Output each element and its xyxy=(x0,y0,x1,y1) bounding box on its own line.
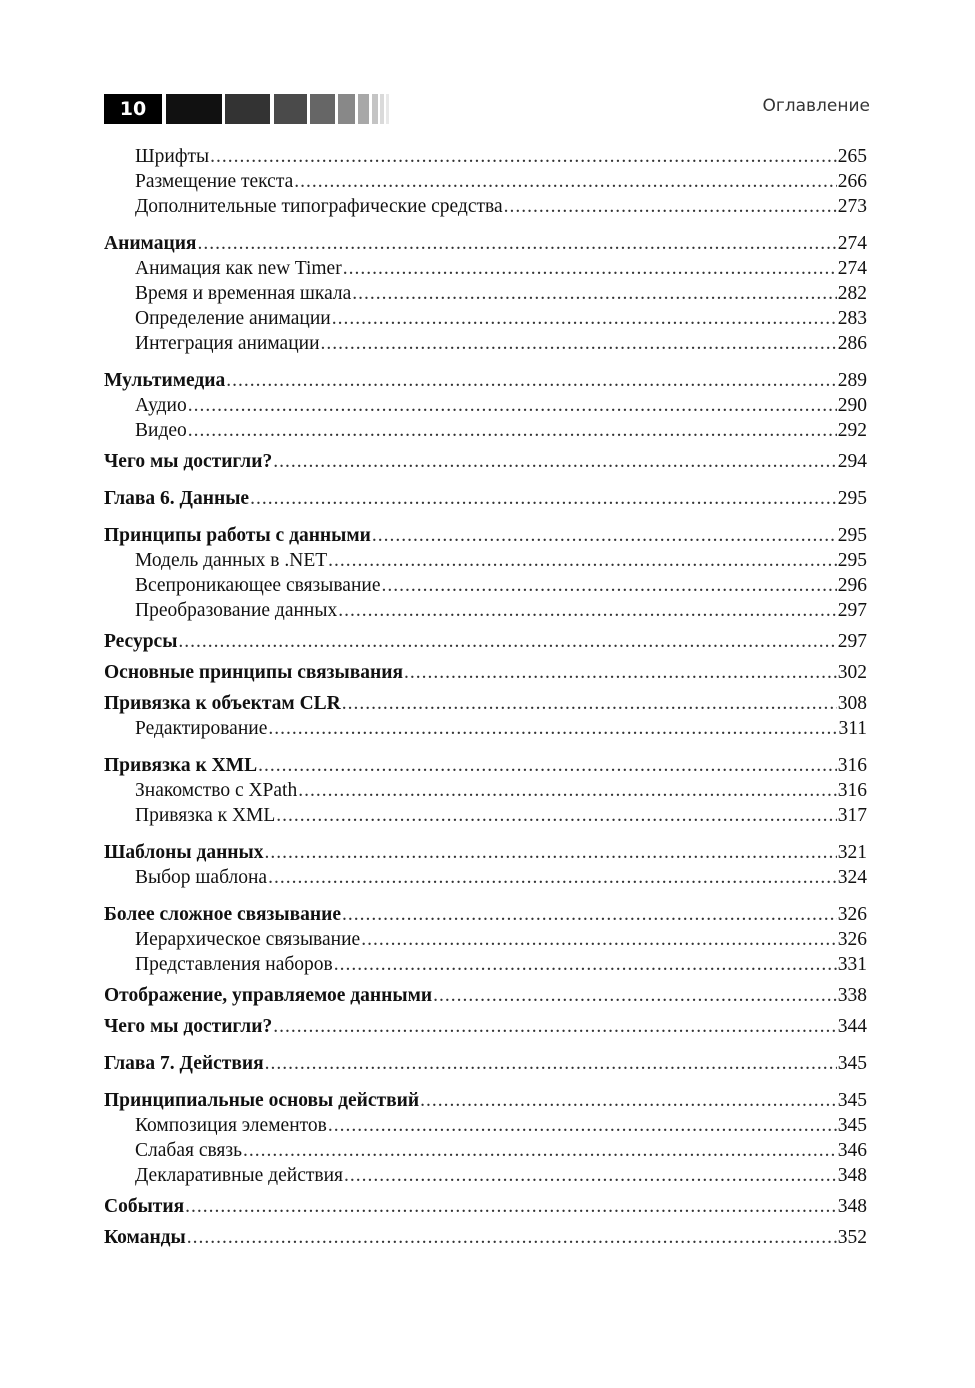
toc-entry-page: 346 xyxy=(837,1140,867,1161)
toc-section[interactable] xyxy=(104,1016,867,1041)
toc-entry-page: 296 xyxy=(837,575,867,596)
header-bar-5 xyxy=(338,94,355,124)
toc-entry[interactable] xyxy=(104,929,867,954)
toc-section[interactable] xyxy=(104,904,867,929)
toc-section[interactable] xyxy=(104,662,867,687)
dot-leader xyxy=(338,600,837,622)
dot-leader xyxy=(276,805,836,827)
toc-entry-title: Анимация как new Timer xyxy=(135,258,342,279)
toc-section-title: Принципы работы с данными xyxy=(104,525,371,546)
toc-entry-page: 316 xyxy=(837,780,867,801)
toc-entry[interactable] xyxy=(104,575,867,600)
dot-leader xyxy=(188,420,837,442)
toc-entry[interactable] xyxy=(104,258,867,283)
toc-entry-title: Аудио xyxy=(135,395,187,416)
dot-leader xyxy=(420,1090,837,1112)
toc-entry-title: Композиция элементов xyxy=(135,1115,327,1136)
toc-entry-title: Время и временная шкала xyxy=(135,283,352,304)
toc-entry[interactable] xyxy=(104,954,867,979)
dot-leader xyxy=(178,631,836,653)
toc-entry-page: 290 xyxy=(837,395,867,416)
toc-section-page: 348 xyxy=(837,1196,867,1217)
toc-chapter-page: 345 xyxy=(837,1053,867,1074)
toc-section[interactable] xyxy=(104,631,867,656)
toc-section-page: 338 xyxy=(837,985,867,1006)
toc-entry[interactable] xyxy=(104,600,867,625)
toc-entry[interactable] xyxy=(104,867,867,892)
dot-leader xyxy=(342,904,837,926)
toc-section[interactable] xyxy=(104,1090,867,1115)
toc-entry[interactable] xyxy=(104,333,867,358)
table-of-contents xyxy=(104,146,867,1252)
dot-leader xyxy=(328,550,837,572)
toc-entry-page: 286 xyxy=(837,333,867,354)
toc-entry[interactable] xyxy=(104,171,867,196)
toc-entry[interactable] xyxy=(104,1140,867,1165)
dot-leader xyxy=(352,283,836,305)
header-bar-2 xyxy=(225,94,270,124)
toc-entry[interactable] xyxy=(104,718,867,743)
dot-leader xyxy=(185,1196,837,1218)
toc-section-title: События xyxy=(104,1196,185,1217)
toc-chapter[interactable] xyxy=(104,488,867,513)
toc-entry-page: 324 xyxy=(837,867,867,888)
dot-leader xyxy=(265,842,837,864)
header-bar-7 xyxy=(372,94,378,124)
toc-section-page: 308 xyxy=(837,693,867,714)
toc-entry-title: Преобразование данных xyxy=(135,600,338,621)
dot-leader xyxy=(197,233,836,255)
header-bar-6 xyxy=(358,94,369,124)
toc-entry[interactable] xyxy=(104,146,867,171)
toc-entry[interactable] xyxy=(104,308,867,333)
toc-chapter-title: Глава 6. Данные xyxy=(104,488,250,509)
toc-entry-title: Видео xyxy=(135,420,187,441)
toc-entry-page: 273 xyxy=(837,196,867,217)
toc-section-page: 316 xyxy=(837,755,867,776)
toc-section[interactable] xyxy=(104,693,867,718)
toc-entry-title: Редактирование xyxy=(135,718,268,739)
toc-entry-title: Привязка к XML xyxy=(135,805,276,826)
toc-section-page: 294 xyxy=(837,451,867,472)
toc-section[interactable] xyxy=(104,755,867,780)
dot-leader xyxy=(332,308,837,330)
toc-section[interactable] xyxy=(104,1227,867,1252)
dot-leader xyxy=(342,693,837,715)
toc-section[interactable] xyxy=(104,985,867,1010)
dot-leader xyxy=(372,525,837,547)
toc-entry-title: Знакомство с XPath xyxy=(135,780,298,801)
toc-section-page: 326 xyxy=(837,904,867,925)
toc-entry-page: 345 xyxy=(837,1115,867,1136)
toc-section-page: 345 xyxy=(837,1090,867,1111)
header-bar-1 xyxy=(166,94,222,124)
toc-section-title: Более сложное связывание xyxy=(104,904,341,925)
page-number: 10 xyxy=(104,94,162,124)
header-bar-4 xyxy=(310,94,335,124)
toc-section-title: Анимация xyxy=(104,233,197,254)
toc-entry-title: Всепроникающее связывание xyxy=(135,575,381,596)
dot-leader xyxy=(361,929,837,951)
toc-chapter-page: 295 xyxy=(837,488,867,509)
dot-leader xyxy=(258,755,837,777)
toc-entry[interactable] xyxy=(104,283,867,308)
toc-entry-page: 283 xyxy=(837,308,867,329)
toc-entry[interactable] xyxy=(104,1165,867,1190)
dot-leader xyxy=(226,370,836,392)
header-bar-9 xyxy=(386,94,389,124)
toc-entry-page: 297 xyxy=(837,600,867,621)
toc-entry[interactable] xyxy=(104,780,867,805)
toc-section-page: 297 xyxy=(837,631,867,652)
toc-section[interactable] xyxy=(104,525,867,550)
toc-entry[interactable] xyxy=(104,196,867,221)
toc-entry-title: Декларативные действия xyxy=(135,1165,343,1186)
dot-leader xyxy=(210,146,837,168)
toc-section-title: Шаблоны данных xyxy=(104,842,264,863)
toc-entry-title: Модель данных в .NET xyxy=(135,550,328,571)
toc-section[interactable] xyxy=(104,233,867,258)
toc-chapter-title: Глава 7. Действия xyxy=(104,1053,264,1074)
dot-leader xyxy=(298,780,837,802)
section-title: Оглавление xyxy=(762,96,870,116)
dot-leader xyxy=(268,718,837,740)
toc-entry[interactable] xyxy=(104,395,867,420)
header-bar-8 xyxy=(380,94,384,124)
toc-section[interactable] xyxy=(104,1196,867,1221)
dot-leader xyxy=(243,1140,837,1162)
toc-entry[interactable] xyxy=(104,1115,867,1140)
toc-entry-title: Дополнительные типографические средства xyxy=(135,196,503,217)
dot-leader xyxy=(294,171,837,193)
dot-leader xyxy=(265,1053,837,1075)
toc-entry-page: 331 xyxy=(837,954,867,975)
toc-entry-title: Слабая связь xyxy=(135,1140,242,1161)
dot-leader xyxy=(273,451,837,473)
toc-section[interactable] xyxy=(104,451,867,476)
dot-leader xyxy=(268,867,837,889)
toc-section-title: Основные принципы связывания xyxy=(104,662,404,683)
toc-section-title: Мультимедиа xyxy=(104,370,226,391)
dot-leader xyxy=(187,1227,837,1249)
dot-leader xyxy=(188,395,837,417)
toc-entry-page: 266 xyxy=(837,171,867,192)
dot-leader xyxy=(321,333,837,355)
toc-entry-page: 317 xyxy=(837,805,867,826)
toc-section-page: 302 xyxy=(837,662,867,683)
toc-entry-title: Определение анимации xyxy=(135,308,331,329)
toc-section-page: 321 xyxy=(837,842,867,863)
toc-entry[interactable] xyxy=(104,805,867,830)
toc-entry-page: 274 xyxy=(837,258,867,279)
dot-leader xyxy=(273,1016,837,1038)
toc-section-page: 352 xyxy=(837,1227,867,1248)
toc-section[interactable] xyxy=(104,370,867,395)
dot-leader xyxy=(404,662,837,684)
toc-entry-page: 295 xyxy=(837,550,867,571)
toc-entry-title: Интеграция анимации xyxy=(135,333,320,354)
toc-section-title: Команды xyxy=(104,1227,186,1248)
toc-entry-title: Шрифты xyxy=(135,146,210,167)
toc-entry-page: 348 xyxy=(837,1165,867,1186)
toc-entry-title: Выбор шаблона xyxy=(135,867,268,888)
toc-section-title: Принципиальные основы действий xyxy=(104,1090,420,1111)
toc-section-page: 295 xyxy=(837,525,867,546)
toc-entry-title: Представления наборов xyxy=(135,954,333,975)
toc-section-page: 274 xyxy=(837,233,867,254)
toc-section[interactable] xyxy=(104,842,867,867)
toc-entry-page: 326 xyxy=(837,929,867,950)
dot-leader xyxy=(381,575,836,597)
dot-leader xyxy=(328,1115,837,1137)
dot-leader xyxy=(334,954,837,976)
toc-entry[interactable] xyxy=(104,420,867,445)
toc-section-title: Привязка к объектам CLR xyxy=(104,693,341,714)
page-header xyxy=(104,94,870,124)
toc-entry[interactable] xyxy=(104,550,867,575)
toc-section-title: Ресурсы xyxy=(104,631,178,652)
toc-section-title: Привязка к XML xyxy=(104,755,258,776)
dot-leader xyxy=(433,985,837,1007)
dot-leader xyxy=(344,1165,837,1187)
toc-section-title: Отображение, управляемое данными xyxy=(104,985,433,1006)
header-bar-3 xyxy=(274,94,307,124)
dot-leader xyxy=(343,258,837,280)
toc-entry-title: Иерархическое связывание xyxy=(135,929,361,950)
toc-entry-page: 311 xyxy=(838,718,867,739)
toc-entry-page: 265 xyxy=(837,146,867,167)
dot-leader xyxy=(250,488,837,510)
toc-section-title: Чего мы достигли? xyxy=(104,1016,273,1037)
toc-section-page: 289 xyxy=(837,370,867,391)
toc-entry-title: Размещение текста xyxy=(135,171,294,192)
toc-entry-page: 292 xyxy=(837,420,867,441)
toc-section-title: Чего мы достигли? xyxy=(104,451,273,472)
toc-entry-page: 282 xyxy=(837,283,867,304)
toc-section-page: 344 xyxy=(837,1016,867,1037)
toc-chapter[interactable] xyxy=(104,1053,867,1078)
dot-leader xyxy=(504,196,837,218)
